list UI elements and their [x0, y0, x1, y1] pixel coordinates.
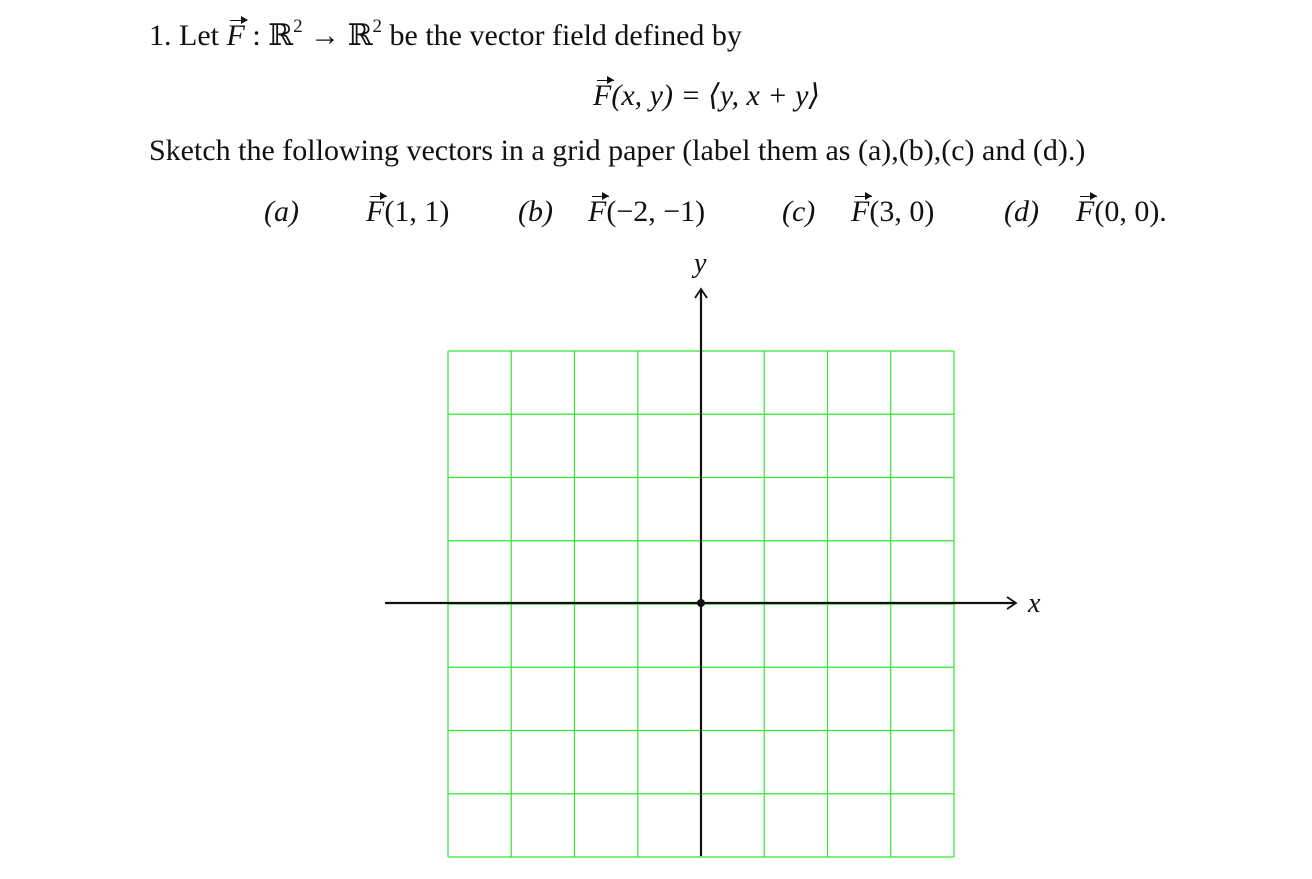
item-b-vector: F(−2, −1)	[588, 195, 706, 228]
map-domain: : ℝ	[252, 19, 294, 52]
origin-dot	[697, 599, 705, 607]
instruction-text: Sketch the following vectors in a grid paper (label them as (a),(b),(c) and (d).)	[149, 134, 1086, 167]
codomain-exponent: 2	[372, 16, 383, 37]
map-codomain: → ℝ	[310, 19, 373, 52]
intro-text: be the vector field defined by	[389, 19, 742, 52]
y-axis-label: y	[694, 248, 707, 279]
item-d-vector: F(0, 0).	[1076, 195, 1167, 228]
item-b-label: (b)	[518, 195, 553, 228]
definition-formula: (x, y) = ⟨y, x + y⟩	[611, 79, 821, 112]
vector-symbol: F	[226, 19, 245, 52]
problem-number: 1. Let	[149, 19, 219, 52]
item-d-label: (d)	[1004, 195, 1039, 228]
item-a-label: (a)	[264, 195, 299, 228]
domain-exponent: 2	[293, 16, 303, 37]
item-c-vector: F(3, 0)	[851, 195, 935, 228]
item-a-vector: F(1, 1)	[366, 195, 450, 228]
x-axis-label: x	[1028, 588, 1041, 619]
vector-symbol: F	[593, 79, 612, 112]
item-c-label: (c)	[782, 195, 816, 228]
